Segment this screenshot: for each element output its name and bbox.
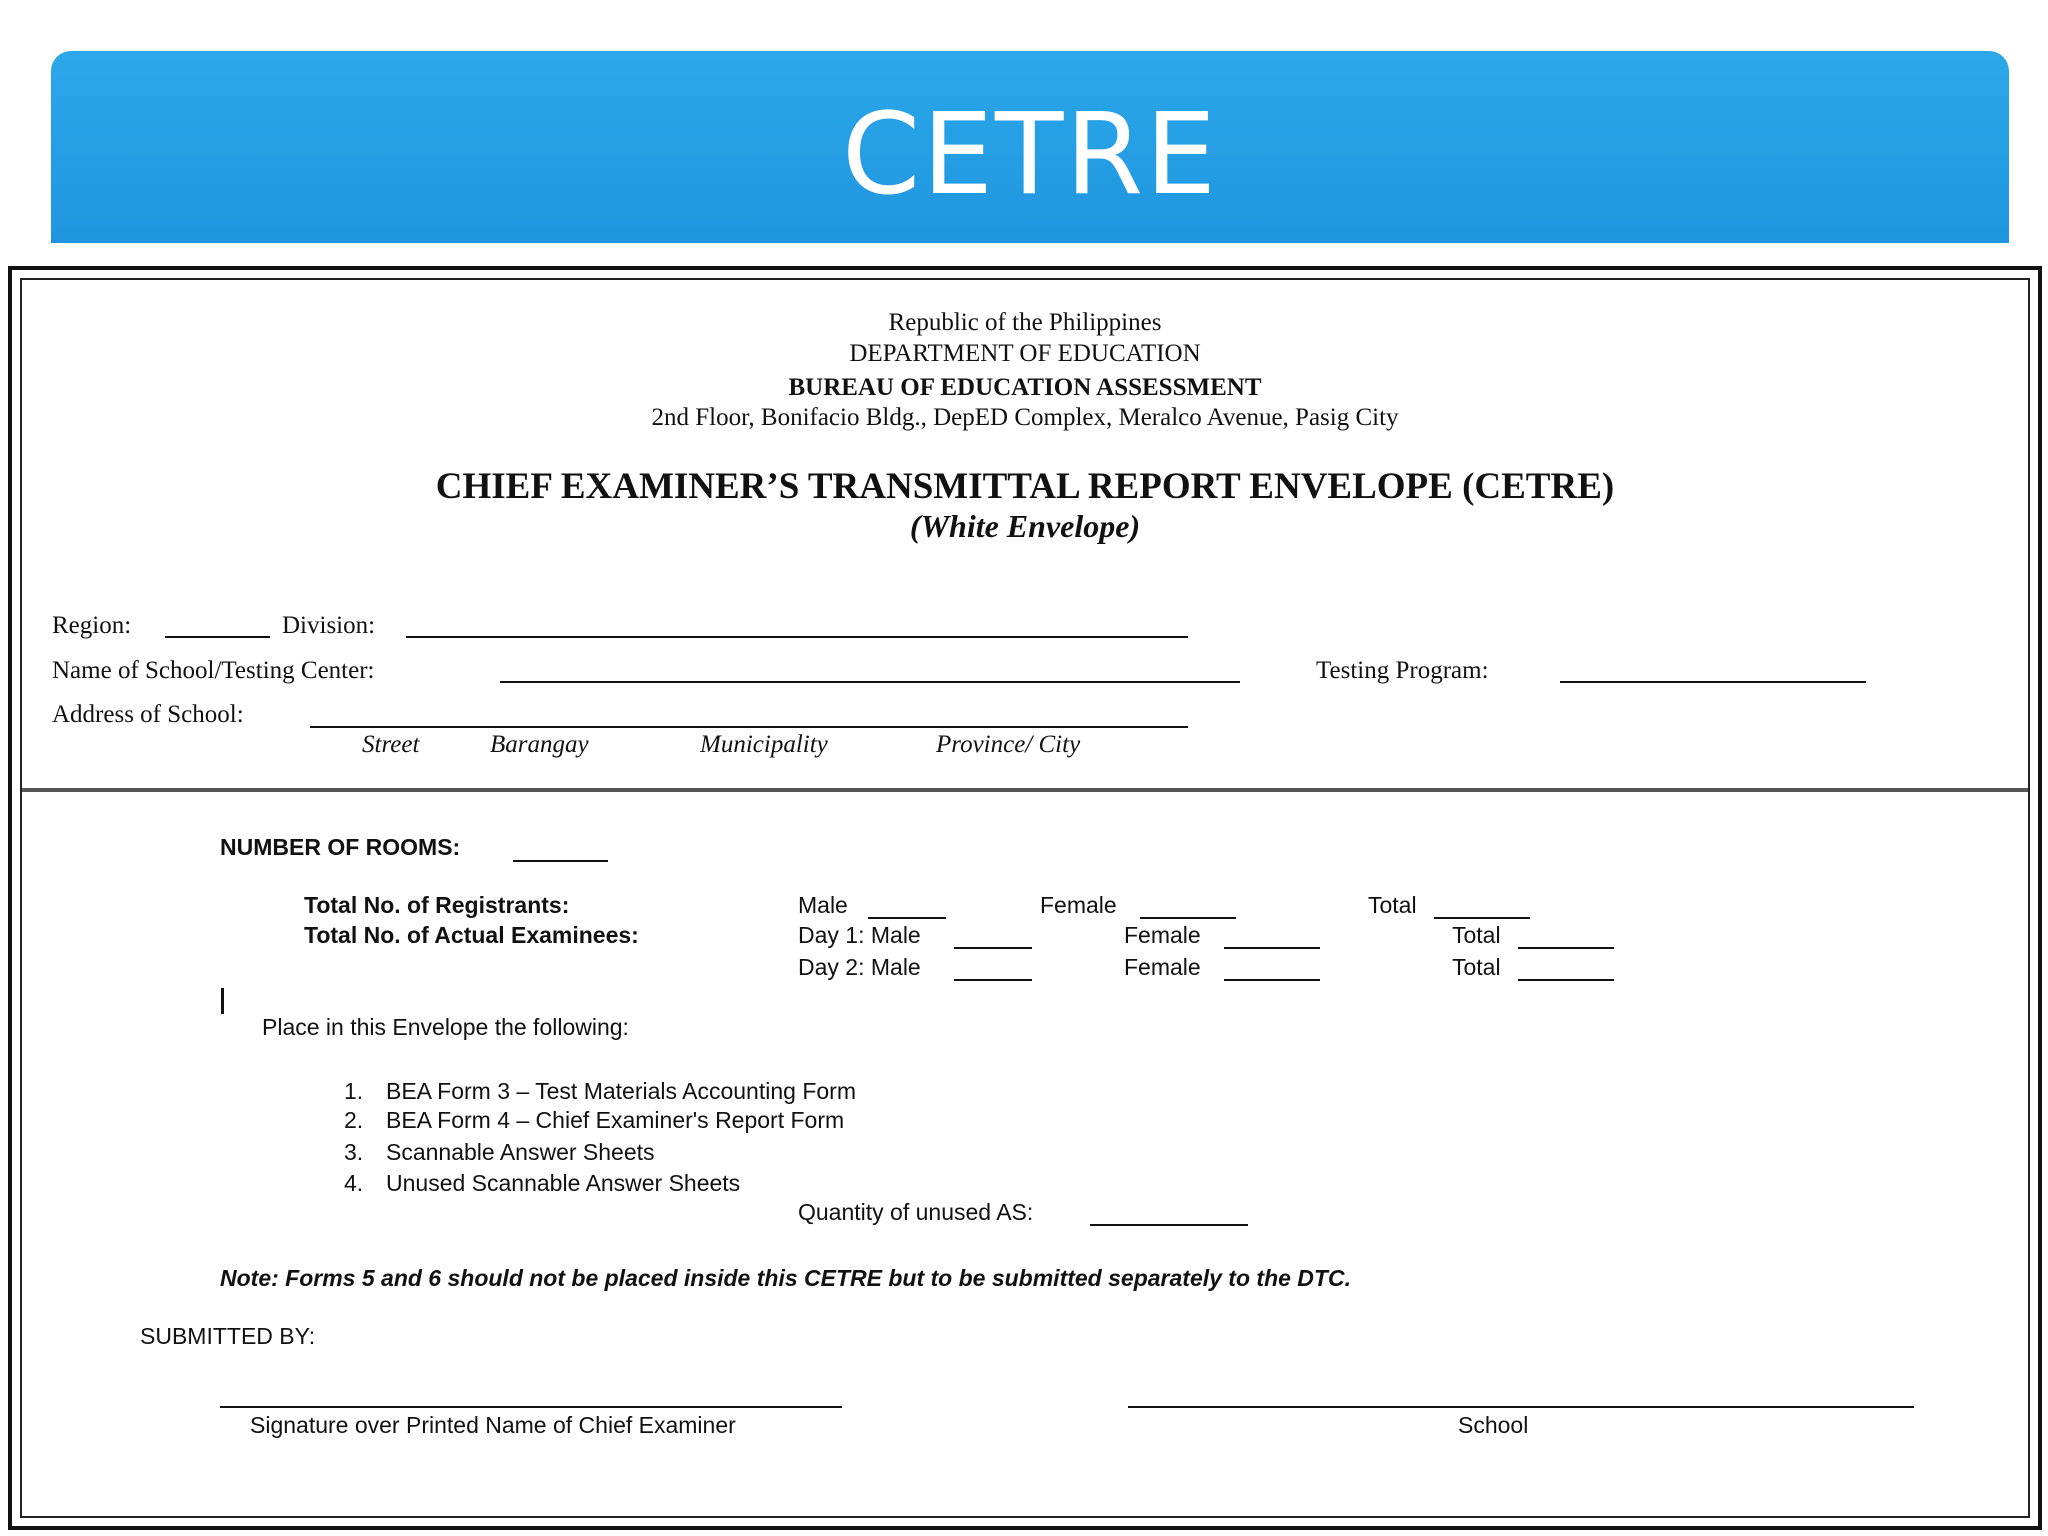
address-blank[interactable] <box>310 726 1188 728</box>
region-label: Region: <box>52 612 132 639</box>
list-item: BEA Form 4 – Chief Examiner's Report Form <box>386 1107 845 1133</box>
list-item: BEA Form 3 – Test Materials Accounting Form <box>386 1078 856 1104</box>
day2-total-blank[interactable] <box>1518 979 1614 981</box>
reg-male-blank[interactable] <box>868 917 946 919</box>
day1-female-label: Female <box>1124 922 1201 948</box>
form-subtitle: (White Envelope) <box>909 508 1141 544</box>
day1-female-blank[interactable] <box>1224 947 1320 949</box>
actual-examinees-label: Total No. of Actual Examinees: <box>304 922 639 948</box>
day1-male-label: Day 1: Male <box>798 922 921 948</box>
school-label: School <box>1458 1412 1529 1438</box>
list-item: Scannable Answer Sheets <box>386 1139 655 1165</box>
list-item-number: 3. <box>344 1139 364 1165</box>
form-inner-border <box>20 278 2030 1518</box>
header-bureau: BUREAU OF EDUCATION ASSESSMENT <box>788 374 1262 401</box>
list-item-number: 1. <box>344 1078 364 1104</box>
list-item: Unused Scannable Answer Sheets <box>386 1170 741 1196</box>
header-department: DEPARTMENT OF EDUCATION <box>849 340 1201 367</box>
cetre-form-document <box>8 266 2042 1530</box>
text-cursor <box>221 988 224 1014</box>
address-province-city: Province/ City <box>936 731 1081 758</box>
address-label: Address of School: <box>52 701 244 728</box>
reg-female-label: Female <box>1040 892 1117 918</box>
school-name-blank[interactable] <box>500 681 1240 683</box>
reg-total-blank[interactable] <box>1434 917 1530 919</box>
day2-female-label: Female <box>1124 954 1201 980</box>
school-name-label: Name of School/Testing Center: <box>52 657 375 684</box>
day2-male-blank[interactable] <box>954 979 1032 981</box>
list-item-number: 2. <box>344 1107 364 1133</box>
list-item-number: 4. <box>344 1170 364 1196</box>
reg-male-label: Male <box>798 892 848 918</box>
address-street: Street <box>362 731 420 758</box>
rooms-blank[interactable] <box>513 860 608 862</box>
testing-program-blank[interactable] <box>1560 681 1866 683</box>
section-divider <box>22 788 2028 792</box>
place-intro: Place in this Envelope the following: <box>262 1014 629 1040</box>
day2-total-label: Total <box>1452 954 1501 980</box>
header-republic: Republic of the Philippines <box>888 309 1162 336</box>
slide-title-bar <box>51 51 2009 243</box>
quantity-unused-blank[interactable] <box>1090 1224 1248 1226</box>
day1-male-blank[interactable] <box>954 947 1032 949</box>
address-barangay: Barangay <box>490 731 589 758</box>
reg-total-label: Total <box>1368 892 1417 918</box>
division-label: Division: <box>282 612 376 639</box>
slide-title: CETRE <box>842 90 1218 220</box>
rooms-label: NUMBER OF ROOMS: <box>220 834 461 860</box>
address-municipality: Municipality <box>700 731 828 758</box>
form-title: CHIEF EXAMINER’S TRANSMITTAL REPORT ENVELOPE (CETRE) <box>435 466 1615 507</box>
region-blank[interactable] <box>165 636 270 638</box>
reg-female-blank[interactable] <box>1140 917 1236 919</box>
signature-line[interactable] <box>220 1406 842 1408</box>
signature-label: Signature over Printed Name of Chief Examiner <box>250 1412 736 1438</box>
division-blank[interactable] <box>406 636 1188 638</box>
day2-male-label: Day 2: Male <box>798 954 921 980</box>
day2-female-blank[interactable] <box>1224 979 1320 981</box>
note-text: Note: Forms 5 and 6 should not be placed inside this CETRE but to be submitted separately to the DTC. <box>220 1265 1351 1291</box>
testing-program-label: Testing Program: <box>1316 657 1489 684</box>
school-signature-line[interactable] <box>1128 1406 1914 1408</box>
header-address: 2nd Floor, Bonifacio Bldg., DepED Complex, Meralco Avenue, Pasig City <box>651 404 1399 431</box>
day1-total-label: Total <box>1452 922 1501 948</box>
day1-total-blank[interactable] <box>1518 947 1614 949</box>
registrants-label: Total No. of Registrants: <box>304 892 570 918</box>
quantity-unused-label: Quantity of unused AS: <box>798 1199 1034 1225</box>
submitted-by-label: SUBMITTED BY: <box>140 1323 316 1349</box>
